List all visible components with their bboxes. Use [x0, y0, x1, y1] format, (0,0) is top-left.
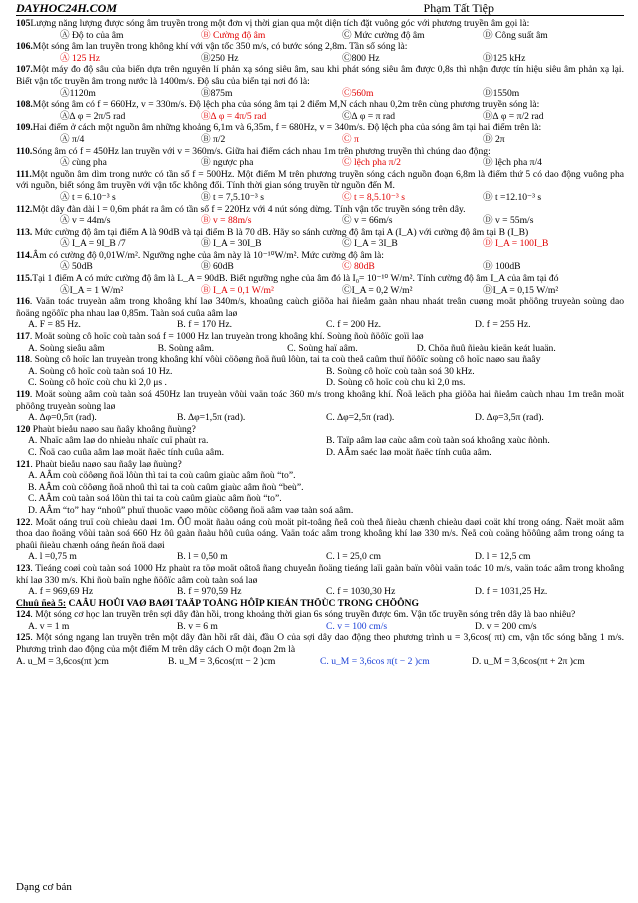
option-a: A. F = 85 Hz. — [28, 319, 81, 331]
question-114 — [16, 250, 624, 262]
option-c: Ⓒ∆ φ = π rad — [342, 110, 396, 122]
option-a: A. Soùng cô hoïc coù taàn soá 10 Hz. — [28, 365, 173, 377]
question-number: 123 — [16, 562, 31, 574]
options-112 — [16, 215, 624, 227]
question-119 — [16, 389, 624, 412]
option-b: Ⓑ875m — [201, 87, 233, 99]
option-row-121-d — [16, 505, 624, 517]
question-121 — [16, 459, 624, 471]
question-text: . Soùng cô hoïc lan truyeàn trong khoâng khí vôùi cöôøng ñoä ñuû lôùn, tai ta coù theå caûm thuï ñöôïc soùng cô hoïc naøo sau ñaây — [29, 354, 541, 366]
options-120-cd — [16, 447, 624, 459]
question-text: Lượng năng lượng được sóng âm truyền trong một đơn vị thời gian qua một diện tích đặt vuông góc với phương truyền âm gọi là: — [30, 18, 530, 29]
question-number: 117 — [16, 331, 30, 343]
option-d: D. f = 255 Hz. — [475, 319, 531, 331]
question-105 — [16, 18, 624, 30]
site-name: DAYHOC24H.COM — [16, 1, 118, 15]
option-a: Ⓐ 125 Hz — [60, 52, 100, 64]
option-c: C. Soùng cô hoïc coù chu kì 2,0 μs . — [28, 377, 167, 389]
question-number: 112. — [16, 203, 33, 215]
question-123 — [16, 563, 624, 586]
option-d: Ⓓ I_A = 100I_B — [483, 238, 549, 250]
options-123 — [16, 586, 624, 598]
question-112 — [16, 204, 624, 216]
question-text: Một máy đo độ sâu của biển dựa trên nguyên lí phản xạ sóng siêu âm, sau khi phát sóng siêu âm được 0,8s thì nhận được tín hiệu siêu âm phản xạ lại. Biết vận tốc truyền âm trong nước là 1400m/s. Độ sâu của biển tại nơi đó là: — [16, 64, 624, 87]
question-number: 113. — [16, 226, 33, 238]
question-text: Một sóng âm lan truyền trong không khí với vận tốc 350 m/s, có bước sóng 2,8m. Tần số sóng là: — [32, 41, 408, 53]
option-c: Ⓒ I_A = 3I_B — [342, 238, 398, 250]
options-116 — [16, 319, 624, 331]
options-111 — [16, 192, 624, 204]
options-110 — [16, 157, 624, 169]
option-a: Ⓐ cùng pha — [60, 157, 107, 169]
option-b: B. AÂm coù cöôøng ñoä nhoû thì tai ta coù caûm giaùc aâm ñoù “beù”. — [28, 481, 304, 493]
question-111 — [16, 169, 624, 192]
section-heading — [16, 598, 624, 610]
option-b: B. Soùng aâm. — [157, 342, 215, 354]
option-b: Ⓑ Cường độ âm — [201, 29, 266, 41]
options-114 — [16, 261, 624, 273]
option-b: Ⓑ t = 7,5.10⁻³ s — [201, 191, 264, 203]
option-c: C. AÂm coù taàn soá lôùn thì tai ta coù caûm giaùc aâm ñoù “to”. — [28, 493, 282, 505]
option-a: Ⓐ t = 6.10⁻³ s — [60, 191, 116, 203]
option-d: Ⓓ Công suất âm — [483, 29, 548, 41]
question-number: 119 — [16, 389, 30, 400]
question-125 — [16, 632, 624, 655]
question-text: . Phaùt bieåu naøo sau ñaây laø ñuùng? — [30, 458, 182, 470]
question-117 — [16, 331, 624, 343]
options-120-ab — [16, 435, 624, 447]
question-number: 116 — [16, 296, 30, 308]
question-text: . Moät soùng aâm coù taàn soá 450Hz lan truyeàn vôùi vaän toác 360 m/s trong khoâng khí. Ñoä leäch pha giöõa hai ñieåm caùch nhau 1m treân moät phöông truyeàn soùng laø — [16, 389, 624, 412]
option-c: Ⓒ lệch pha π/2 — [342, 157, 401, 169]
option-a: ⒶI_A = 1 W/m² — [60, 284, 124, 296]
page-footer: Dạng cơ bản — [16, 881, 72, 893]
option-b: B. v = 6 m — [177, 620, 218, 632]
option-a: A. AÂm coù cöôøng ñoä lôùn thì tai ta coù caûm giaùc aâm ñoù “to”. — [28, 470, 296, 482]
option-d: D. AÂm “to” hay “nhoû” phuï thuoäc vaøo möùc cöôøng ñoä aâm vaø taàn soá aâm. — [28, 504, 354, 516]
question-number: 105 — [16, 18, 31, 29]
option-b: Ⓑ250 Hz — [201, 52, 239, 64]
question-118 — [16, 354, 624, 366]
option-a: Ⓐ Độ to của âm — [60, 29, 124, 41]
option-d: D. u_M = 3,6cos(πt + 2π )cm — [472, 655, 585, 667]
options-109 — [16, 134, 624, 146]
option-c: C. l = 25,0 cm — [326, 551, 381, 563]
option-d: D. ∆φ=3,5π (rad). — [475, 412, 544, 424]
question-number: 124 — [16, 609, 31, 621]
option-c: ⒸI_A = 0,2 W/m² — [342, 284, 413, 296]
page-header — [16, 0, 624, 16]
options-105 — [16, 30, 624, 42]
option-d: Ⓓ125 kHz — [483, 52, 526, 64]
question-number: 118 — [16, 354, 30, 366]
options-122 — [16, 551, 624, 563]
option-c: C. u_M = 3,6cos π(t − 2 )cm — [320, 655, 430, 667]
question-124 — [16, 609, 624, 621]
option-a: A. ∆φ=0,5π (rad). — [28, 412, 97, 424]
option-a: Ⓐ I_A = 9I_B /7 — [60, 238, 126, 250]
question-number: 125 — [16, 632, 31, 644]
question-120 — [16, 424, 624, 436]
author-name: Phạm Tất Tiệp — [423, 1, 494, 15]
option-d: Ⓓ 100dB — [483, 261, 521, 273]
question-text: Một sóng âm có f = 660Hz, v = 330m/s. Độ lệch pha của sóng âm tại 2 điểm M,N cách nhau 0,2m trên cùng phương truyền sóng là: — [32, 99, 540, 111]
option-b: B. ∆φ=1,5π (rad). — [177, 412, 246, 424]
option-c: C. f = 200 Hz. — [326, 319, 381, 331]
question-107 — [16, 64, 624, 87]
question-122 — [16, 517, 624, 552]
option-a: Ⓐ∆ φ = 2π/5 rad — [60, 110, 126, 122]
option-c: C. ∆φ=2,5π (rad). — [326, 412, 395, 424]
option-c: C. f = 1030,30 Hz — [326, 586, 396, 598]
option-c: Ⓒ560m — [342, 87, 374, 99]
question-number: 114. — [16, 249, 33, 261]
options-117 — [16, 343, 624, 355]
option-a: Ⓐ1120m — [60, 87, 96, 99]
option-b: Ⓑ 60dB — [201, 261, 234, 273]
option-a: A. Soùng sieâu aâm — [28, 342, 105, 354]
option-c: C. v = 100 cm/s — [326, 620, 388, 632]
question-text: Âm có cường độ 0,01W/m². Ngưỡng nghe của âm này là 10⁻¹⁰W/m². Mức cường độ âm là: — [32, 249, 384, 261]
question-number: 121 — [16, 458, 31, 470]
options-106 — [16, 53, 624, 65]
option-c: Ⓒ v = 66m/s — [342, 215, 393, 227]
question-number: 122 — [16, 516, 31, 528]
question-text: . Moät oáng truï coù chieàu daøi 1m. ÔÛ moät ñaàu oáng coù moät pit-toâng ñeå coù theå ñieàu chænh chieàu daøi coät khí trong oáng. Ñaët moät aâm thoa dao ñoäng vôùi taàn soá 660 Hz ôû gaàn ñaàu hôû cuûa oáng. Vaän toác aâm trong khoâng khí laø 330 m/s. Ñeå coù coäng höôûng aâm trong oáng ta phaûi ñieàu chænh oáng ñeán ñoä daøi — [16, 516, 624, 551]
option-a: A. Nhaïc aâm laø do nhieàu nhaïc cuï phaùt ra. — [28, 435, 209, 447]
option-c: Ⓒ 80dB — [342, 261, 375, 273]
option-b: Ⓑ ngược pha — [201, 157, 254, 169]
option-d: Ⓓ lệch pha π/4 — [483, 157, 542, 169]
question-text: . Moät soùng cô hoïc coù taàn soá f = 1000 Hz lan truyeàn trong khoâng khí. Soùng ñoù ñöôïc goïi laø — [29, 331, 424, 343]
option-b: Ⓑ v = 88m/s — [201, 215, 252, 227]
options-118-cd — [16, 377, 624, 389]
option-b: B. f = 970,59 Hz — [177, 586, 242, 598]
option-a: A. l =0,75 m — [28, 551, 77, 563]
question-110 — [16, 146, 624, 158]
question-number: 115. — [16, 273, 33, 285]
section-label: Chuû ñeà 5: — [16, 597, 67, 609]
option-b: Ⓑ I_A = 30I_B — [201, 238, 262, 250]
question-text: . Một sóng cơ học lan truyền trên sợi dây đàn hồi, trong khoảng thời gian 6s sóng truyền được 6m. Vận tốc truyền sóng trên dây là bao nhiêu? — [30, 609, 576, 621]
options-124 — [16, 621, 624, 633]
option-d: Ⓓ∆ φ = π/2 rad — [483, 110, 544, 122]
option-b: B. Soùng cô hoïc coù taàn soá 30 kHz. — [326, 365, 475, 377]
option-d: Ⓓ v = 55m/s — [483, 215, 534, 227]
option-d: Ⓓ 2π — [483, 133, 505, 145]
option-a: A. u_M = 3,6cos(πt )cm — [16, 655, 109, 667]
options-108 — [16, 111, 624, 123]
question-text: . Một sóng ngang lan truyền trên một dây đàn hồi rất dài, đầu O của sợi dây dao động theo phương trình u = 3,6cos( πt) cm, vận tốc sóng bằng 1 m/s. Phương trình dao động của một điểm M trên dây cách O một đoạn 2m là — [16, 632, 624, 656]
option-b: B. u_M = 3,6cos(πt − 2 )cm — [168, 655, 276, 667]
question-text: Hai điểm ở cách một nguồn âm những khoảng 6,1m và 6,35m, f = 680Hz, v = 340m/s. Độ lệch pha của sóng âm tại hai điểm trên là: — [32, 122, 542, 134]
section-title: CAÂU HOÛI VAØ BAØI TAÄP TOÅNG HÔÏP KIEÁN THÖÙC TRONG CHÖÔNG — [66, 597, 419, 609]
question-number: 108. — [16, 99, 33, 111]
option-c: C. Ñoä cao cuûa aâm laø moät ñaëc tính cuûa aâm. — [28, 446, 225, 458]
option-d: D. v = 200 cm/s — [475, 620, 537, 632]
question-text: Một dây đàn dài l = 0,6m phát ra âm có tần số f = 220Hz với 4 nút sóng dừng. Tính vận tốc truyền sóng trên dây. — [32, 203, 466, 215]
question-108 — [16, 99, 624, 111]
option-b: B. Taïp aâm laø caùc aâm coù taàn soá khoâng xaùc ñònh. — [326, 435, 550, 447]
option-a: A. v = 1 m — [28, 620, 70, 632]
question-text: . Tieáng coøi coù taàn soá 1000 Hz phaùt ra töø moät oâtoâ ñang chuyeån ñoäng tieáng laïi gaàn baïn vôùi vaän toác 10 m/s, vaän toác aâm trong khoâng khí laø 330 m/s. Khi ñoù baïn nghe ñöôïc aâm coù taàn soá laø — [16, 562, 624, 586]
option-d: D. Chöa ñuû ñieàu kieän keát luaän. — [416, 342, 556, 354]
option-b: Ⓑ π/2 — [201, 133, 226, 145]
question-text: Sóng âm có f = 450Hz lan truyền với v = 360m/s. Giữa hai điểm cách nhau 1m trên phương truyền thì chúng dao động: — [32, 145, 491, 157]
option-a: Ⓐ π/4 — [60, 133, 85, 145]
question-text: Phaùt bieåu naøo sau ñaây khoâng ñuùng? — [30, 423, 196, 435]
option-d: D. f = 1031,25 Hz. — [475, 586, 548, 598]
question-number: 107. — [16, 64, 33, 76]
option-d: Ⓓ1550m — [483, 87, 520, 99]
options-115 — [16, 285, 624, 297]
question-113 — [16, 227, 624, 239]
option-d: D. AÂm saéc laø moät ñaëc tính cuûa aâm. — [326, 446, 492, 458]
option-a: A. f = 969,69 Hz — [28, 586, 94, 598]
options-107 — [16, 88, 624, 100]
question-text: Tại 1 điểm A có mức cường độ âm là L_A = 90dB. Biết ngưỡng nghe của âm đó là I₀= 10⁻¹⁰ W/m². Tính cường độ âm I_A của âm tại đó — [32, 273, 559, 285]
option-d: Ⓓ t =12.10⁻³ s — [483, 191, 542, 203]
option-row-121-c — [16, 493, 624, 505]
question-number: 106. — [16, 41, 33, 53]
option-c: Ⓒ800 Hz — [342, 52, 380, 64]
option-row-121-b — [16, 482, 624, 494]
option-b: Ⓑ∆ φ = 4π/5 rad — [201, 110, 267, 122]
options-113 — [16, 238, 624, 250]
option-b: Ⓑ I_A = 0,1 W/m² — [201, 284, 274, 296]
option-b: B. f = 170 Hz. — [177, 319, 232, 331]
question-116 — [16, 296, 624, 319]
option-d: D. l = 12,5 cm — [475, 551, 531, 563]
question-109 — [16, 122, 624, 134]
question-106 — [16, 41, 624, 53]
question-115 — [16, 273, 624, 285]
options-119 — [16, 412, 624, 424]
question-number: 111. — [16, 168, 32, 180]
option-d: D. Soùng cô hoïc coù chu kì 2,0 ms. — [326, 377, 466, 389]
question-text: Mức cường độ âm tại điểm A là 90dB và tại điểm B là 70 dB. Hãy so sánh cường độ âm tại A (I_A) với cường độ âm tại B (I_B) — [32, 226, 529, 238]
question-text: Một nguồn âm dìm trong nước có tần số f = 500Hz. Một điểm M trên phương truyền sóng cách nguồn đoạn 6,8m là điểm thứ 5 có dao động vuông pha với nguồn, biết sóng âm truyền với vận tốc không đổi. Tính thời gian sóng truyền từ nguồn đến M. — [16, 168, 624, 192]
option-a: Ⓐ v = 44m/s — [60, 215, 111, 227]
question-text: . Vaän toác truyeàn aâm trong khoâng khí laø 340m/s, khoaûng caùch giöõa hai ñieåm gaàn nhau nhaát treân cuøng moät phöông truyeàn soùng dao ñoäng ngöôïc pha nhau laø 0,85m. Taàn soá cuûa aâm laø — [16, 296, 624, 319]
option-c: Ⓒ t = 8,5.10⁻³ s — [342, 191, 405, 203]
options-125 — [16, 656, 624, 668]
question-number: 120 — [16, 423, 31, 435]
option-a: Ⓐ 50dB — [60, 261, 93, 273]
option-c: C. Soùng haï aâm. — [287, 342, 358, 354]
option-c: Ⓒ π — [342, 133, 359, 145]
options-118-ab — [16, 366, 624, 378]
option-b: B. l = 0,50 m — [177, 551, 228, 563]
question-number: 109. — [16, 122, 33, 134]
option-row-121-a — [16, 470, 624, 482]
option-d: ⒹI_A = 0,15 W/m² — [483, 284, 559, 296]
question-number: 110. — [16, 145, 33, 157]
option-c: Ⓒ Mức cường độ âm — [342, 29, 425, 41]
